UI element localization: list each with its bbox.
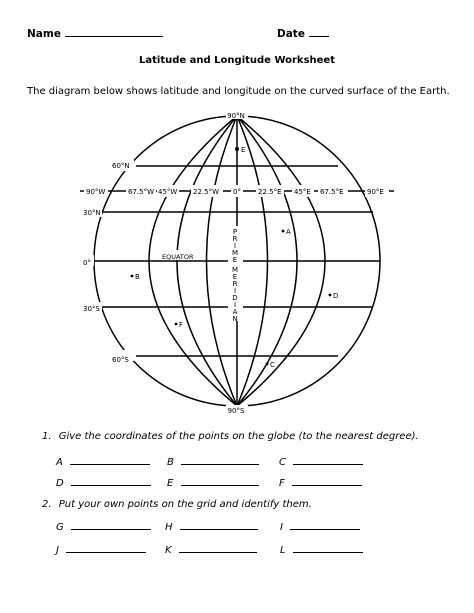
label-45e: 45°E: [294, 188, 311, 196]
answer-l-line[interactable]: [293, 543, 363, 553]
label-22w: 22.5°W: [193, 188, 220, 196]
answer-c[interactable]: [279, 455, 363, 468]
svg-text:I: I: [233, 242, 237, 250]
label-30s: 30°S: [83, 305, 100, 313]
answer-h-label: H: [165, 522, 173, 533]
svg-text:M: M: [231, 266, 239, 274]
label-90s: 90°S: [227, 407, 245, 415]
label-67e: 67.5°E: [320, 188, 344, 196]
answer-f-label: F: [279, 478, 285, 489]
answer-i-label: I: [280, 522, 283, 533]
point-a-dot: [282, 230, 285, 233]
svg-text:N: N: [232, 315, 238, 323]
answer-f[interactable]: [279, 476, 362, 489]
question-2-text: Put your own points on the grid and identify them.: [58, 499, 312, 510]
svg-text:P: P: [232, 228, 238, 236]
answer-e-label: E: [167, 478, 174, 489]
intro-text: The diagram below shows latitude and longitude on the curved surface of the Earth.: [27, 86, 450, 97]
question-2-number: 2.: [42, 499, 52, 510]
svg-text:R: R: [232, 235, 238, 243]
answer-d[interactable]: [56, 476, 151, 489]
answer-a[interactable]: [56, 455, 150, 468]
svg-text:I: I: [233, 301, 237, 309]
answer-k[interactable]: [165, 543, 257, 556]
answer-e-line[interactable]: [181, 476, 259, 486]
name-label: Name: [27, 28, 61, 40]
point-b-label: B: [135, 273, 140, 281]
answer-h-line[interactable]: [180, 520, 258, 530]
label-90w: 90°W: [86, 188, 106, 196]
svg-text:E: E: [232, 256, 238, 264]
svg-text:E: E: [232, 273, 238, 281]
answer-e[interactable]: [167, 476, 259, 489]
answer-l-label: L: [280, 545, 286, 556]
label-22e: 22.5°E: [258, 188, 282, 196]
point-e-dot: [235, 147, 239, 151]
question-1-number: 1.: [42, 431, 52, 442]
svg-text:D: D: [232, 294, 238, 302]
point-d-dot: [329, 294, 332, 297]
label-60s: 60°S: [112, 356, 129, 364]
answer-g[interactable]: [56, 520, 151, 533]
answer-l[interactable]: [280, 543, 363, 556]
answer-k-label: K: [165, 545, 172, 556]
label-30n: 30°N: [83, 209, 101, 217]
answer-c-label: C: [279, 457, 286, 468]
svg-text:A: A: [232, 308, 238, 316]
label-eq: 0°: [83, 259, 91, 267]
answer-b-label: B: [167, 457, 174, 468]
point-a-label: A: [286, 228, 291, 236]
question-2: [42, 499, 312, 510]
svg-text:M: M: [231, 249, 239, 257]
answer-d-label: D: [56, 478, 64, 489]
answer-b-line[interactable]: [181, 455, 259, 465]
point-c-label: C: [270, 361, 275, 369]
answer-g-line[interactable]: [71, 520, 151, 530]
point-c-dot: [266, 363, 269, 366]
answer-j-line[interactable]: [66, 543, 146, 553]
label-67w: 67.5°W: [128, 188, 155, 196]
svg-text:I: I: [233, 287, 237, 295]
label-45w: 45°W: [158, 188, 178, 196]
label-90e: 90°E: [367, 188, 384, 196]
label-90n: 90°N: [227, 112, 245, 120]
answer-c-line[interactable]: [293, 455, 363, 465]
answer-d-line[interactable]: [71, 476, 151, 486]
label-0: 0°: [233, 188, 241, 196]
point-b-dot: [131, 275, 134, 278]
answer-b[interactable]: [167, 455, 259, 468]
worksheet-title: Latitude and Longitude Worksheet: [139, 55, 335, 66]
answer-h[interactable]: [165, 520, 258, 533]
answer-j-label: J: [56, 545, 59, 556]
point-d-label: D: [333, 292, 339, 300]
equator-label: EQUATOR: [162, 253, 194, 261]
answer-f-line[interactable]: [292, 476, 362, 486]
answer-k-line[interactable]: [179, 543, 257, 553]
point-f-dot: [175, 323, 178, 326]
label-60n: 60°N: [112, 162, 130, 170]
answer-j[interactable]: [56, 543, 146, 556]
point-e-label: E: [241, 146, 246, 154]
svg-text:R: R: [232, 280, 238, 288]
answer-g-label: G: [56, 522, 64, 533]
point-f-label: F: [179, 321, 184, 329]
answer-a-line[interactable]: [70, 455, 150, 465]
date-label: Date: [277, 28, 305, 40]
question-1: [42, 431, 419, 442]
answer-a-label: A: [56, 457, 63, 468]
answer-i-line[interactable]: [290, 520, 360, 530]
question-1-text: Give the coordinates of the points on the globe (to the nearest degree).: [58, 431, 419, 442]
prime-meridian-label: [232, 228, 238, 323]
answer-i[interactable]: [280, 520, 360, 533]
